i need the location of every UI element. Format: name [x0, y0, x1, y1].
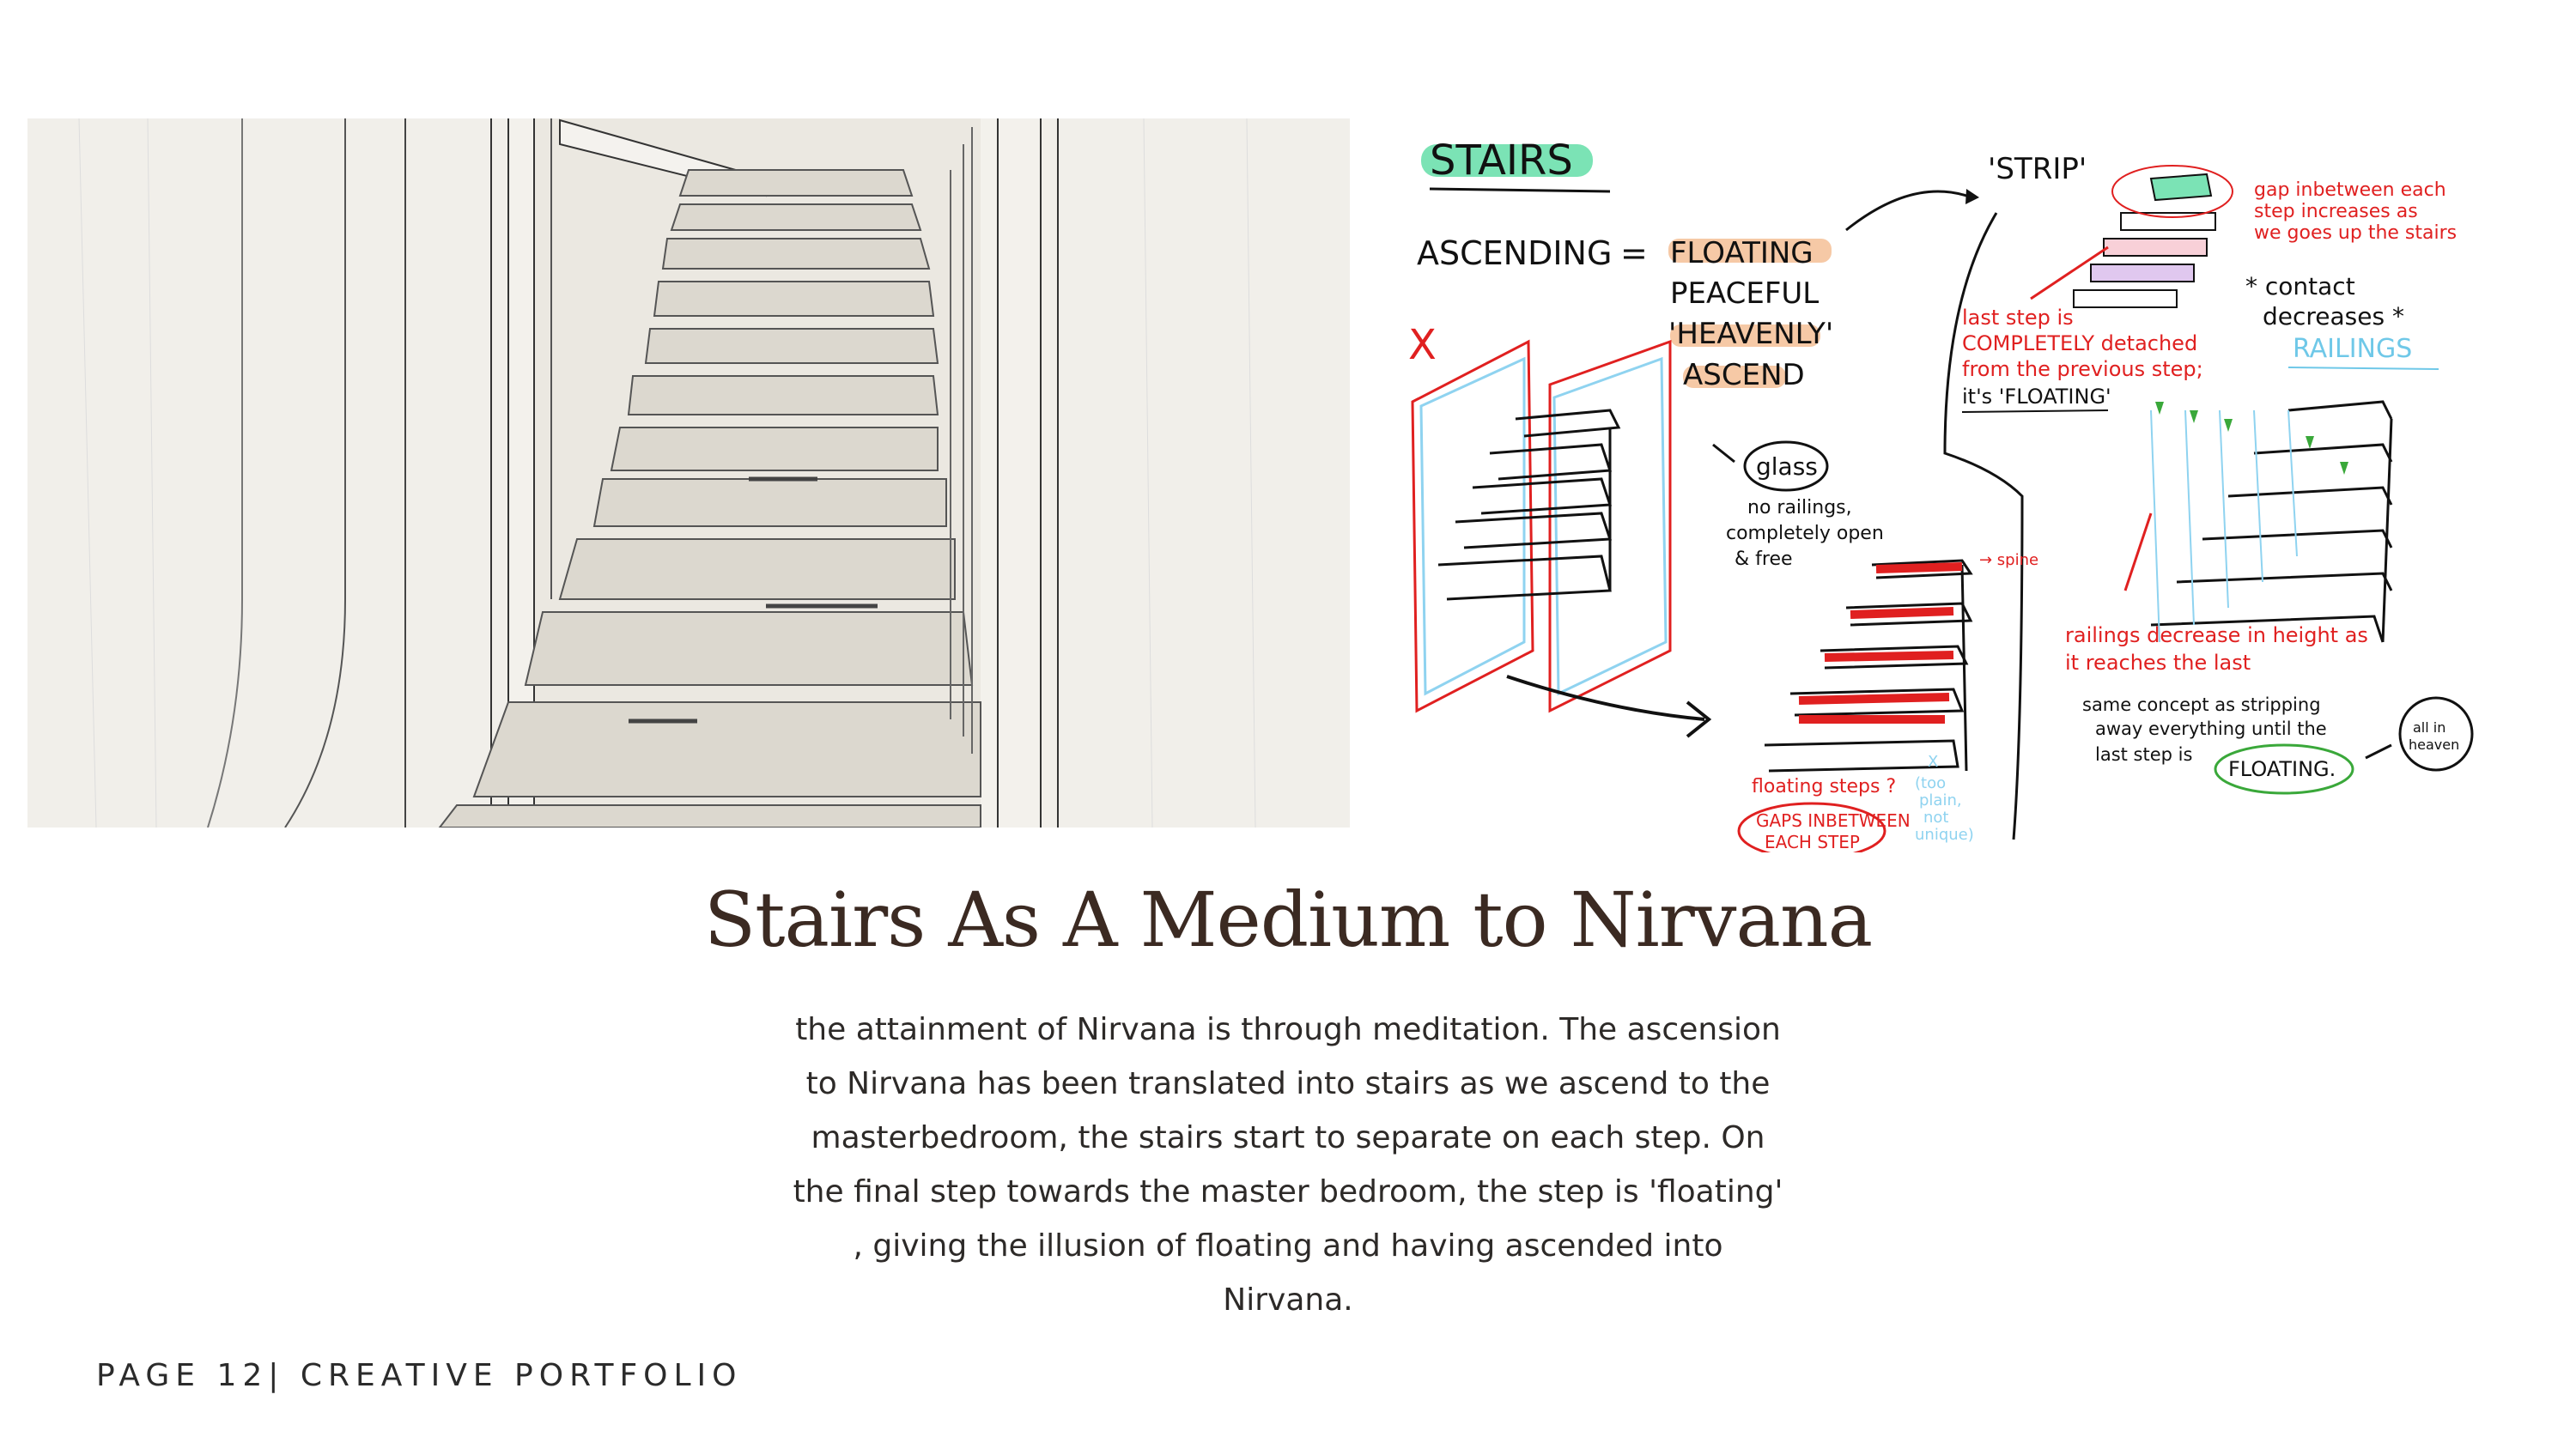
peaceful-word: PEACEFUL	[1670, 276, 1820, 311]
too-plain-2: plain,	[1919, 791, 1962, 809]
body-line: the attainment of Nirvana is through meditation. The ascension	[795, 1012, 1781, 1047]
no-railings-2: completely open	[1726, 523, 1884, 544]
contact-note-1: * contact	[2245, 272, 2355, 300]
same-concept-2: away everything until the	[2095, 718, 2327, 739]
last-step-note-4: it's 'FLOATING'	[1962, 385, 2111, 409]
ascend-word: ASCEND	[1683, 358, 1805, 392]
railings-decrease-2: it reaches the last	[2065, 651, 2251, 675]
railings-label: RAILINGS	[2293, 334, 2413, 364]
body-line: , giving the illusion of floating and having ascended into	[853, 1228, 1723, 1264]
contact-note-2: decreases *	[2263, 302, 2404, 330]
no-railings-1: no railings,	[1747, 497, 1852, 518]
spine-note: → spine	[1979, 551, 2039, 569]
too-plain-4: unique)	[1915, 826, 1974, 844]
floating-word: FLOATING	[1670, 236, 1814, 270]
body-line: to Nirvana has been translated into stairs as we ascend to the	[805, 1066, 1771, 1101]
body-line: masterbedroom, the stairs start to separate on each step. On	[811, 1120, 1765, 1155]
all-in-2: heaven	[2409, 737, 2460, 753]
strip-label: 'STRIP'	[1988, 152, 2087, 186]
concept-sketch	[1395, 127, 2546, 852]
body-paragraph	[730, 1003, 1846, 1327]
stairs-label: STAIRS	[1430, 136, 1573, 185]
gaps-note-1: GAPS INBETWEEN	[1756, 810, 1911, 831]
floating-steps-note: floating steps ?	[1752, 776, 1897, 797]
too-plain-3: not	[1923, 809, 1949, 827]
gap-note-1: gap inbetween each	[2254, 179, 2446, 201]
too-plain-1: (too	[1915, 774, 1947, 792]
all-in-1: all in	[2413, 719, 2446, 736]
body-line: the final step towards the master bedroom, the step is 'floating'	[793, 1174, 1783, 1210]
page-footer: PAGE 12| CREATIVE PORTFOLIO	[96, 1358, 743, 1393]
stair-render-image	[27, 118, 1350, 828]
x-mark: X	[1408, 321, 1437, 369]
same-concept-1: same concept as stripping	[2082, 694, 2321, 715]
glass-label: glass	[1756, 452, 1818, 481]
last-step-note-2: COMPLETELY detached	[1962, 331, 2198, 355]
floating-circled: FLOATING.	[2228, 757, 2336, 781]
no-railings-3: & free	[1735, 549, 1793, 570]
gap-note-3: we goes up the stairs	[2254, 222, 2458, 244]
ascending-label: ASCENDING	[1417, 234, 1613, 272]
railings-decrease-1: railings decrease in height as	[2065, 623, 2368, 647]
gaps-note-2: EACH STEP	[1765, 832, 1860, 852]
last-step-note-1: last step is	[1962, 306, 2074, 330]
equals-sign: =	[1620, 234, 1648, 272]
page-title: Stairs As A Medium to Nirvana	[703, 876, 1873, 964]
heavenly-word: 'HEAVENLY'	[1668, 317, 1834, 351]
body-line: Nirvana.	[1223, 1282, 1353, 1318]
last-step-note-3: from the previous step;	[1962, 357, 2203, 381]
gap-note-2: step increases as	[2254, 201, 2418, 222]
same-concept-3: last step is	[2095, 744, 2193, 765]
x-mark-blue: X	[1928, 753, 1939, 771]
